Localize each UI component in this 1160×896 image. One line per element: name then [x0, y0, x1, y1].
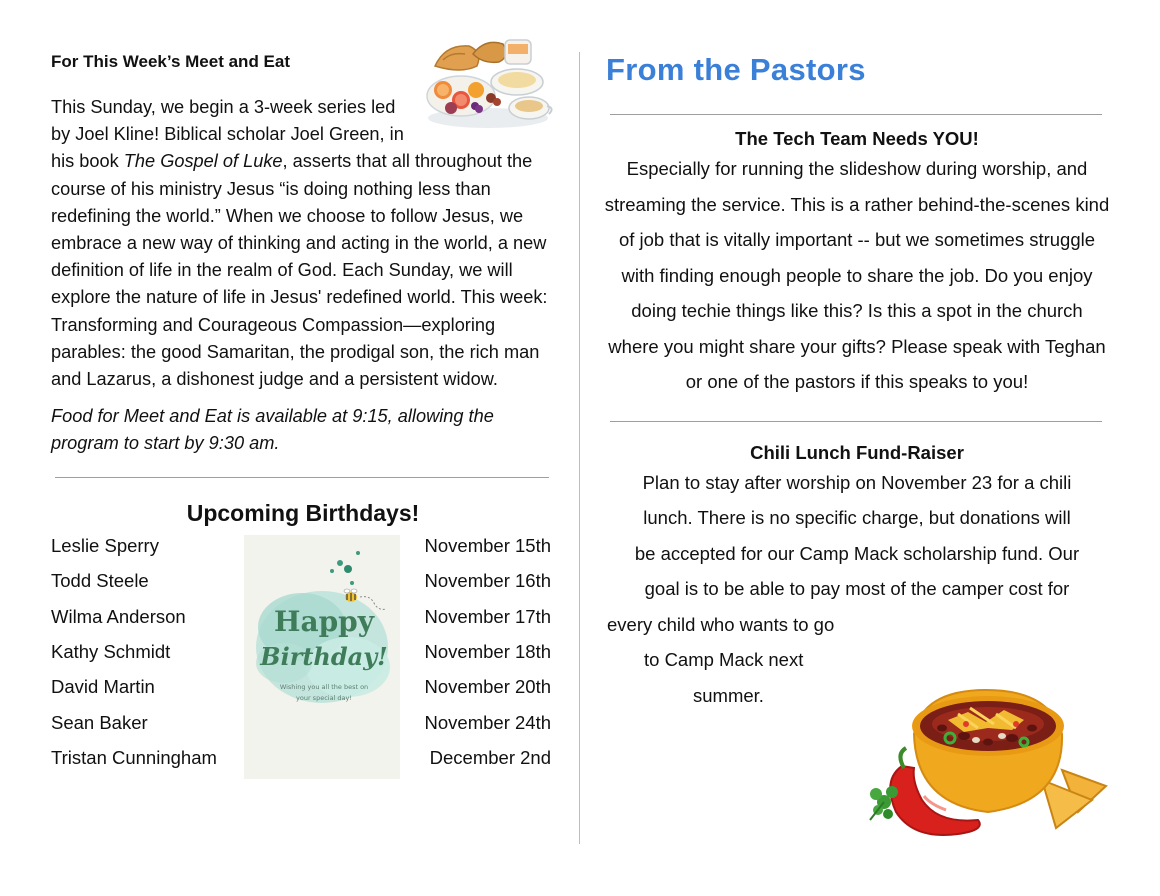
tech-team-heading: The Tech Team Needs YOU!	[735, 128, 979, 149]
birthday-date: November 20th	[424, 676, 551, 698]
pastors-divider-top	[610, 114, 1102, 115]
chili-body	[604, 465, 1110, 714]
meet-eat-body-rest: , asserts that all throughout the course of his ministry Jesus “is doing nothing less than redefining the world.” When we choose to follow Jesus, we embrace a new way of thinking and acting in the world, a new definition of life in the realm of God. Each Sunday, we will explore the nature of life in Jesus' redefined world. This week: Transforming and Courageous Compassion—exploring parables: the good Samaritan, the prodigal son, the rich man and Lazarus, a dishonest judge and a persistent widow.	[51, 151, 548, 390]
chili-line: summer.	[693, 684, 764, 706]
breakfast-food-illustration	[421, 26, 555, 132]
chili-line: every child who wants to go	[607, 613, 835, 635]
birthday-name: Kathy Schmidt	[51, 641, 171, 663]
birthday-date: December 2nd	[429, 747, 551, 769]
right-column	[604, 52, 1110, 713]
birthday-date: November 18th	[424, 641, 551, 663]
column-divider	[579, 52, 580, 844]
card-wish-line1: Wishing you all the best on	[279, 683, 369, 692]
birthdays-heading: Upcoming Birthdays!	[186, 500, 420, 527]
tech-team-body: Especially for running the slideshow during worship, and streaming the service. This is a rather behind-the-scenes kind of job that is vitally important -- but we sometimes struggle with finding enough people to share the job. Do you enjoy doing techie things like this? Is this a spot in the church where you might share your gifts? Please speak with Teghan or one of the pastors if this speaks to you!	[604, 158, 1110, 392]
chili-heading: Chili Lunch Fund-Raiser	[750, 441, 964, 463]
birthday-date: November 24th	[424, 712, 551, 734]
book-title: The Gospel of Luke	[123, 151, 283, 172]
birthday-date: November 17th	[424, 606, 551, 628]
pastors-heading: From the Pastors	[606, 52, 866, 87]
chili-line: goal is to be able to pay most of the camper cost for	[644, 578, 1070, 599]
chili-line: be accepted for our Camp Mack scholarship fund. Our	[634, 542, 1080, 564]
card-wish-line2: your special day!	[296, 694, 352, 703]
birthday-name: Sean Baker	[51, 712, 148, 734]
birthday-card-illustration	[244, 535, 400, 779]
birthday-name: Wilma Anderson	[51, 606, 186, 628]
chili-line: Plan to stay after worship on November 23 for a chili	[642, 471, 1072, 493]
birthday-name: Leslie Sperry	[51, 535, 159, 557]
birthdays-list	[51, 535, 555, 781]
pastors-divider-middle	[610, 421, 1102, 422]
chili-bowl-illustration	[866, 684, 1110, 842]
birthday-name: David Martin	[51, 676, 155, 698]
card-birthday-text: Birthday!	[260, 642, 388, 672]
birthday-name: Tristan Cunningham	[51, 747, 217, 769]
birthday-date: November 16th	[424, 570, 551, 592]
meet-eat-food-note: Food for Meet and Eat is available at 9:15, allowing the program to start by 9:30 am.	[51, 406, 494, 454]
left-divider	[55, 477, 549, 478]
meet-eat-body	[51, 94, 555, 393]
left-column	[51, 52, 555, 781]
birthday-date: November 15th	[424, 535, 551, 557]
meet-eat-body-intro: This Sunday, we begin a 3-week series led by Joel Kline! Biblical scholar Joel Green, in his book	[51, 97, 404, 172]
card-happy-text: Happy	[273, 605, 375, 639]
meet-eat-heading: For This Week’s Meet and Eat	[51, 52, 291, 71]
birthday-name: Todd Steele	[51, 570, 149, 592]
chili-line: to Camp Mack next	[644, 649, 804, 670]
chili-line: lunch. There is no specific charge, but donations will	[643, 507, 1071, 528]
